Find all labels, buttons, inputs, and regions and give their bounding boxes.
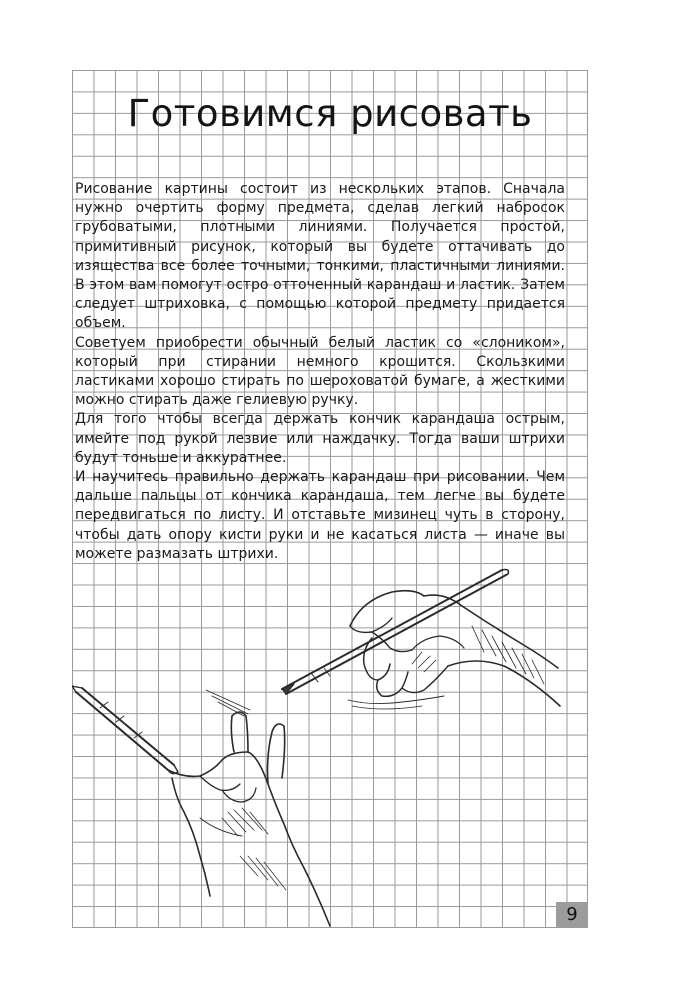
page-number: 9 bbox=[556, 902, 588, 928]
page-title: Готовимся рисовать bbox=[127, 92, 533, 135]
paragraph-sharpening: Для того чтобы всегда держать кончик карандаша острым, имейте под рукой лезвие или наждачку. Тогда ваши штрихи будут тоньше и аккуратнее. bbox=[75, 411, 565, 466]
left-hand-sketch-icon bbox=[72, 686, 330, 926]
hands-holding-pencils-sketch-icon bbox=[72, 556, 588, 928]
body-text bbox=[75, 180, 565, 564]
right-hand-sketch-icon bbox=[282, 570, 560, 710]
paragraph-eraser: Советуем приобрести обычный белый ластик со «слоником», который при стирании немного крошится. Скользкими ластиками хорошо стирать по шероховатой бумаге, а жесткими можно стирать даже гелиевую ручку. bbox=[75, 334, 565, 409]
paragraph-holding-pencil: И научитесь правильно держать карандаш при рисовании. Чем дальше пальцы от кончика карандаша, тем легче вы будете передвигаться по листу. И отставьте мизинец чуть в сторону, чтобы дать опору кисти руки и не касаться листа — иначе вы можете размазать штрихи. bbox=[75, 469, 565, 562]
paragraph-stages: Рисование картины состоит из нескольких этапов. Сначала нужно очертить форму предмета, сделав легкий набросок грубоватыми, плотными линиями. Получается простой, примитивный рисунок, который вы будете оттачивать до изящества все более точными, тонкими, пластичными линиями. В этом вам помогут остро отточенный карандаш и ластик. Затем следует штриховка, с помощью которой предмету придается объем. bbox=[75, 181, 565, 332]
